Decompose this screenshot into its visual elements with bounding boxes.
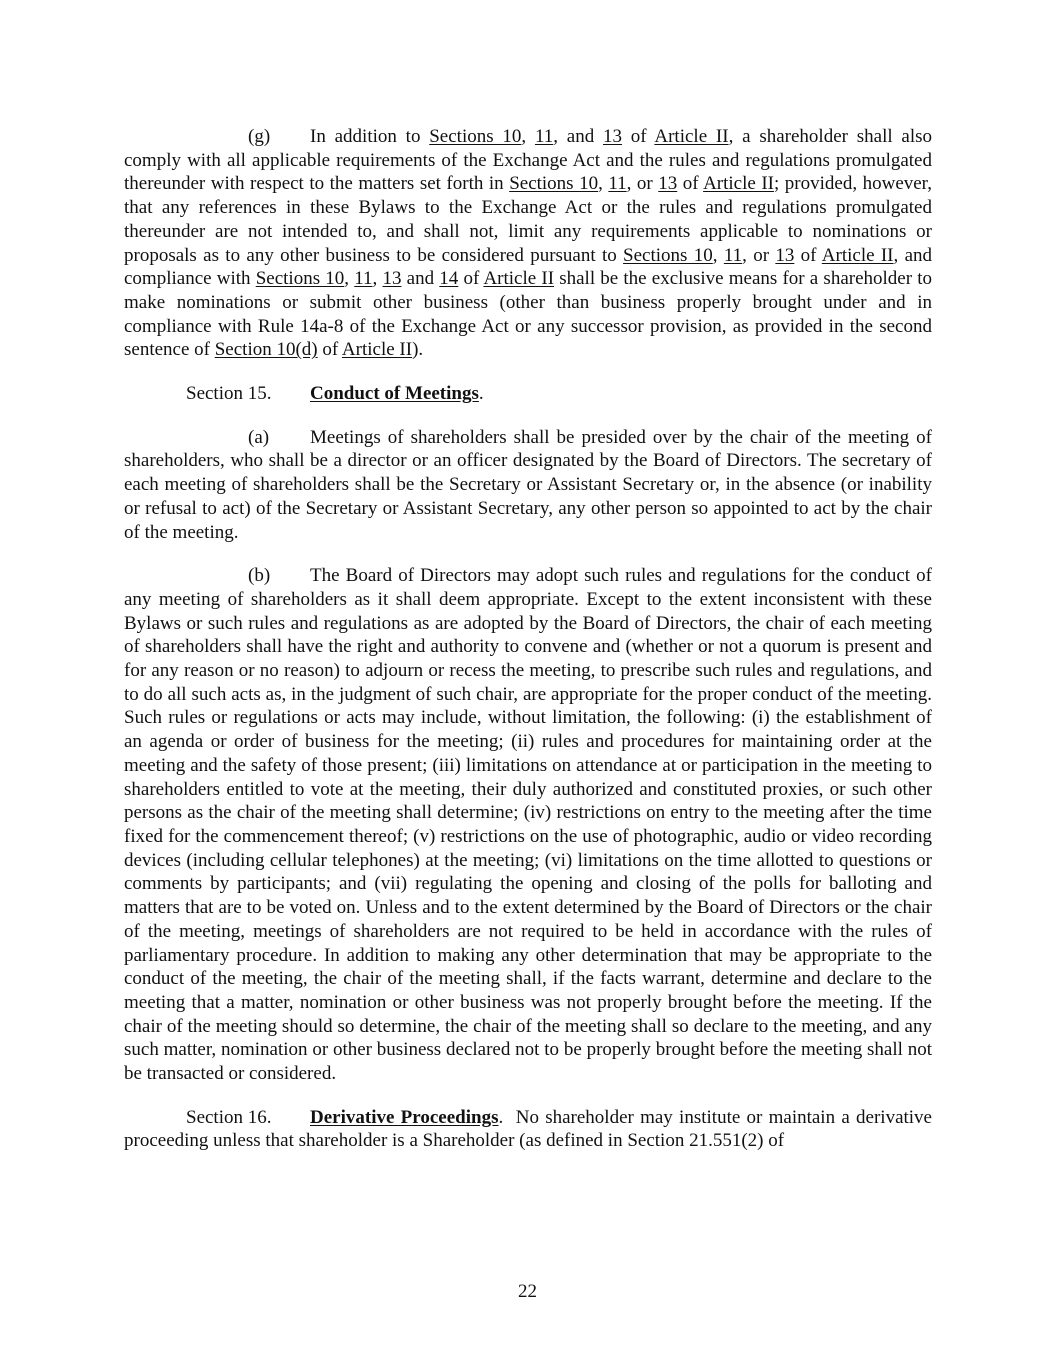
section-ref-link[interactable]: 13 <box>775 244 795 266</box>
section-16-text: No shareholder may institute or maintain a derivative proceeding unless that shareholder is a Shareholder (as defined in Section 21.551(2) of <box>124 1106 932 1152</box>
paragraph-g: (g) In addition to Sections 10, 11, and 13 of Article II, a shareholder shall also comply with all applicable requirements of the Exchange Act and the rules and regulations promulgated thereunder with respect to the matters set forth in Sections 10, 11, or 13 of Article II; provided, however, that any references in these Bylaws to the Exchange Act or the rules and regulations promulgated thereunder are not intended to, and shall not, limit any requirements applicable to nominations or proposals as to any other business to be considered pursuant to Sections 10, 11, or 13 of Article II, and compliance with Sections 10, 11, 13 and 14 of Article II shall be the exclusive means for a shareholder to make nominations or submit other business (other than business properly brought under and in compliance with Rule 14a-8 of the Exchange Act or any successor provision, as provided in the second sentence of Section 10(d) of Article II). <box>124 126 933 361</box>
article-ref-link[interactable]: Article II <box>821 244 894 266</box>
section-ref-link[interactable]: Sections 10 <box>255 268 345 290</box>
section-ref-link[interactable]: Sections 10 <box>509 173 599 195</box>
article-ref-link[interactable]: Article II <box>483 268 555 290</box>
paragraph-15a-label: (a) <box>248 426 270 448</box>
section-15-title: Conduct of Meetings <box>310 383 479 405</box>
paragraph-g-label: (g) <box>248 126 271 147</box>
section-ref-link[interactable]: Sections 10 <box>429 126 522 147</box>
section-16-title: Derivative Proceedings <box>310 1106 499 1128</box>
section-ref-link[interactable]: 13 <box>382 268 402 290</box>
section-ref-link[interactable]: 13 <box>603 126 623 147</box>
section-ref-link[interactable]: 11 <box>354 268 373 290</box>
section-15-label: Section 15. <box>186 383 272 405</box>
article-ref-link[interactable]: Article II <box>654 126 729 147</box>
paragraph-15b-text: The Board of Directors may adopt such rules and regulations for the conduct of any meeting of shareholders as it shall deem appropriate. Except to the extent inconsistent with these Bylaws or such rules and regulations as are adopted by the Board of Directors, the chair of each meeting of shareholders shall have the right and authority to convene and (whether or not a quorum is present and for any reason or no reason) to adjourn or recess the meeting, to prescribe such rules and regulations, and to do all such acts as, in the judgment of such chair, are appropriate for the proper conduct of the meeting. Such rules or regulations or acts may include, without limitation, the following: (i) the establishment of an agenda or order of business for the meeting; (ii) rules and procedures for maintaining order at the meeting and the safety of those present; (iii) limitations on attendance at or participation in the meeting to shareholders entitled to vote at the meeting, their duly authorized and constituted proxies, or such other persons as the chair of the meeting shall determine; (iv) restrictions on entry to the meeting after the time fixed for the commencement thereof; (v) restrictions on the use of photographic, audio or video recording devices (including cellular telephones) at the meeting; (vi) limitations on the time allotted to questions or comments by participants; and (vii) regulating the opening and closing of the polls for balloting and matters that are to be voted on. Unless and to the extent determined by the Board of Directors or the chair of the meeting, meetings of shareholders are not required to be held in accordance with the rules of parliamentary procedure. In addition to making any other determination that may be appropriate to the conduct of the meeting, the chair of the meeting shall, if the facts warrant, determine and declare to the meeting that a matter, nomination or other business was not properly brought before the meeting. If the chair of the meeting should so determine, the chair of the meeting shall so declare to the meeting, and any such matter, nomination or other business declared not to be properly brought before the meeting shall not be transacted or considered. <box>124 565 932 1085</box>
section-ref-link[interactable]: Sections 10 <box>623 244 713 266</box>
section-ref-link[interactable]: 11 <box>534 126 554 147</box>
paragraph-15b-label: (b) <box>248 565 271 587</box>
section-ref-link[interactable]: 11 <box>608 173 627 195</box>
section-16-paragraph: Section 16. Derivative Proceedings. No shareholder may institute or maintain a derivative proceeding unless that shareholder is a Shareholder (as defined in Section 21.551(2) of <box>124 1106 932 1152</box>
section-ref-link[interactable]: Section 10(d) <box>214 339 318 361</box>
section-ref-link[interactable]: 14 <box>439 268 459 290</box>
page-number: 22 <box>518 1281 537 1302</box>
section-15-heading: Section 15. Conduct of Meetings. <box>186 383 484 405</box>
document-page <box>124 125 932 1173</box>
paragraph-15a-text: Meetings of shareholders shall be presided over by the chair of the meeting of shareholders, who shall be a director or an officer designated by the Board of Directors. The secretary of each meeting of shareholders shall be the Secretary or Assistant Secretary or, in the absence (or inability or refusal to act) of the Secretary or Assistant Secretary, any other person so appointed to act by the chair of the meeting. <box>124 426 932 543</box>
section-ref-link[interactable]: 11 <box>723 244 743 266</box>
article-ref-link[interactable]: Article II <box>703 173 774 195</box>
section-16-label: Section 16. <box>186 1106 272 1128</box>
paragraph-15b <box>124 564 932 1085</box>
section-ref-link[interactable]: 13 <box>658 173 678 195</box>
paragraph-15a <box>124 426 932 545</box>
article-ref-link[interactable]: Article II <box>341 339 413 361</box>
